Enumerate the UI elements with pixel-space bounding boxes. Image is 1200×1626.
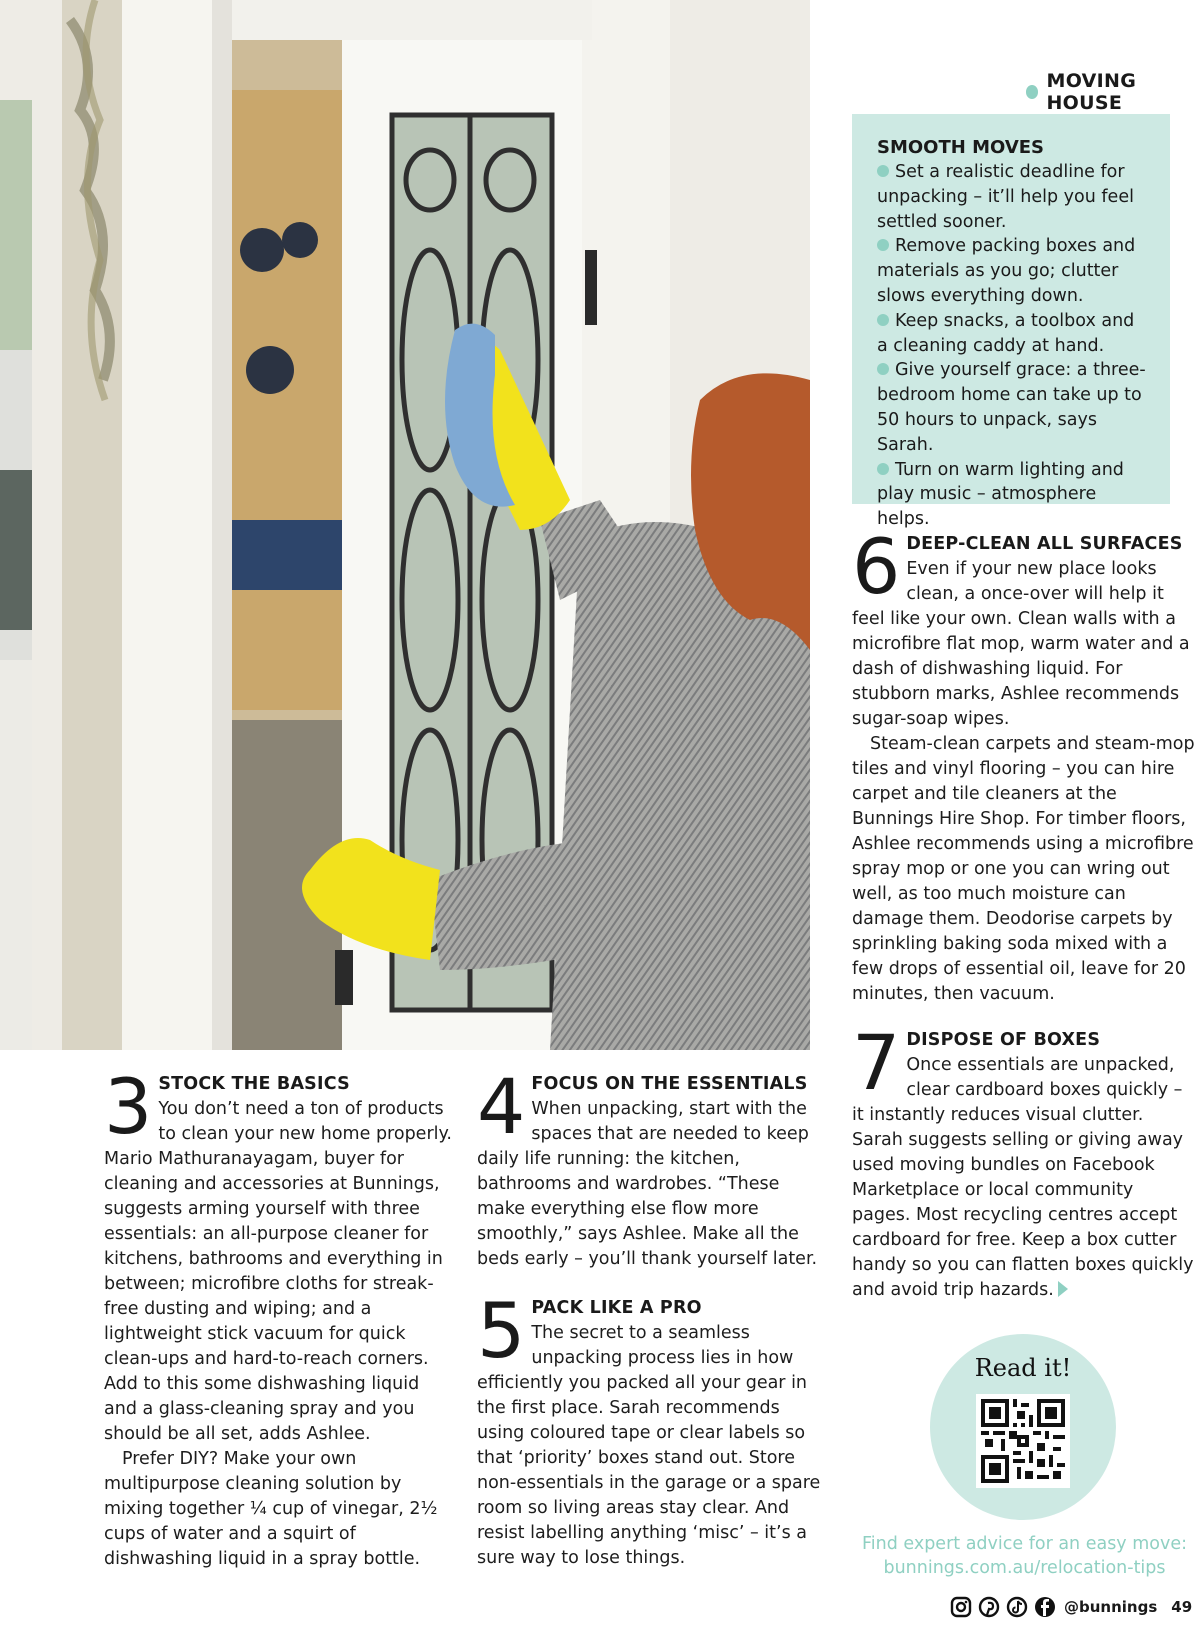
read-it-badge (930, 1334, 1116, 1520)
article-paragraph: When unpacking, start with the spaces that are needed to keep daily life running: the kitchen, bathrooms and wardrobes. “These make everything else flow more smoothly,” says Ashlee. Make all the beds early – you’ll thank yourself later. (477, 1099, 818, 1269)
article-title: DISPOSE OF BOXES (906, 1030, 1101, 1050)
tip-item: Turn on warm lighting and play music – atmosphere helps. (877, 459, 1124, 530)
article-number: 4 (477, 1062, 526, 1151)
hero-photo (0, 0, 810, 1050)
article-number: 5 (477, 1286, 526, 1375)
instagram-icon[interactable] (950, 1596, 972, 1618)
article-number: 6 (852, 522, 901, 611)
article-paragraph: The secret to a seamless unpacking process lies in how efficiently you packed all your gear in the first place. Sarah recommends using coloured tape or clear labels so that ‘priority’ boxes stand out. Store non-essentials in the garage or a spare room so living areas stay clear. And resist labelling anything ‘misc’ – it’s a sure way to lose things. (477, 1323, 821, 1568)
social-handle[interactable]: @bunnings (1064, 1598, 1158, 1616)
qr-code[interactable] (976, 1394, 1070, 1488)
article-number: 3 (104, 1062, 153, 1151)
link-line: Find expert advice for an easy move: (861, 1534, 1188, 1554)
section-dot-icon (1026, 85, 1038, 99)
article-paragraph: Once essentials are unpacked, clear cardboard boxes quickly – it instantly reduces visual clutter. Sarah suggests selling or giving away used moving bundles on Facebook Marketplace or local community pages. Most recycling centres accept cardboard for free. Keep a box cutter handy so you can flatten boxes quickly and avoid trip hazards. (852, 1055, 1194, 1300)
tips-title: SMOOTH MOVES (877, 137, 1045, 158)
tip-item: Keep snacks, a toolbox and a cleaning caddy at hand. (877, 310, 1135, 356)
bullet-dot-icon (877, 165, 889, 177)
read-it-title: Read it! (974, 1354, 1072, 1382)
article-title: STOCK THE BASICS (158, 1074, 350, 1094)
article-pack-like-pro (477, 1286, 822, 1571)
relocation-tips-link[interactable] (852, 1532, 1197, 1580)
article-paragraph: Steam-clean carpets and steam-mop tiles and vinyl flooring – you can hire carpet and tile cleaners at the Bunnings Hire Shop. For timber floors, Ashlee recommends using a microfibre spray mop or one you can wring out well, as too much moisture can damage them. Deodorise carpets by sprinkling baking soda mixed with a few drops of essential oil, leave for 20 minutes, then vacuum. (852, 734, 1195, 1004)
article-deep-clean (852, 522, 1197, 1007)
article-number: 7 (852, 1018, 901, 1107)
tip-item: Set a realistic deadline for unpacking – it’ll help you feel settled sooner. (877, 162, 1134, 232)
social-footer (950, 1596, 1192, 1618)
article-title: DEEP-CLEAN ALL SURFACES (906, 534, 1183, 554)
article-paragraph: Even if your new place looks clean, a once-over will help it feel like your own. Clean walls with a microfibre flat mop, warm water and a dash of dishwashing liquid. For stubborn marks, Ashlee recommends sugar-soap wipes. (852, 559, 1190, 729)
tips-list (877, 160, 1150, 532)
pinterest-icon[interactable] (978, 1596, 1000, 1618)
article-title: PACK LIKE A PRO (531, 1298, 702, 1318)
article-title: FOCUS ON THE ESSENTIALS (531, 1074, 808, 1094)
section-tag (1026, 70, 1200, 114)
bullet-dot-icon (877, 239, 889, 251)
facebook-icon[interactable] (1034, 1596, 1056, 1618)
tiktok-icon[interactable] (1006, 1596, 1028, 1618)
tip-item: Give yourself grace: a three-bedroom home can take up to 50 hours to unpack, says Sarah. (877, 360, 1146, 455)
tip-item: Remove packing boxes and materials as you go; clutter slows everything down. (877, 236, 1136, 306)
end-arrow-icon (1058, 1281, 1068, 1297)
page-number: 49 (1171, 1598, 1193, 1616)
section-tag-label: MOVING HOUSE (1046, 70, 1137, 114)
bullet-dot-icon (877, 463, 889, 475)
bullet-dot-icon (877, 314, 889, 326)
smooth-moves-box (852, 114, 1170, 530)
article-focus-essentials (477, 1062, 822, 1272)
bullet-dot-icon (877, 363, 889, 375)
article-paragraph: Prefer DIY? Make your own multipurpose cleaning solution by mixing together ¼ cup of vinegar, 2½ cups of water and a squirt of dishwashing liquid in a spray bottle. (104, 1449, 438, 1569)
article-paragraph: You don’t need a ton of products to clean your new home properly. Mario Mathuranayagam, buyer for cleaning and accessories at Bunnings, suggests arming yourself with three essentials: an all-purpose cleaner for kitchens, bathrooms and everything in between; microfibre cloths for streak-free dusting and wiping; and a lightweight stick vacuum for quick clean-ups and hard-to-reach corners. Add to this some dishwashing liquid and a glass-cleaning spray and you should be all set, adds Ashlee. (104, 1099, 452, 1444)
link-url[interactable]: bunnings.com.au/relocation-tips (883, 1558, 1166, 1578)
article-dispose-boxes (852, 1018, 1197, 1303)
article-stock-basics (104, 1062, 454, 1572)
